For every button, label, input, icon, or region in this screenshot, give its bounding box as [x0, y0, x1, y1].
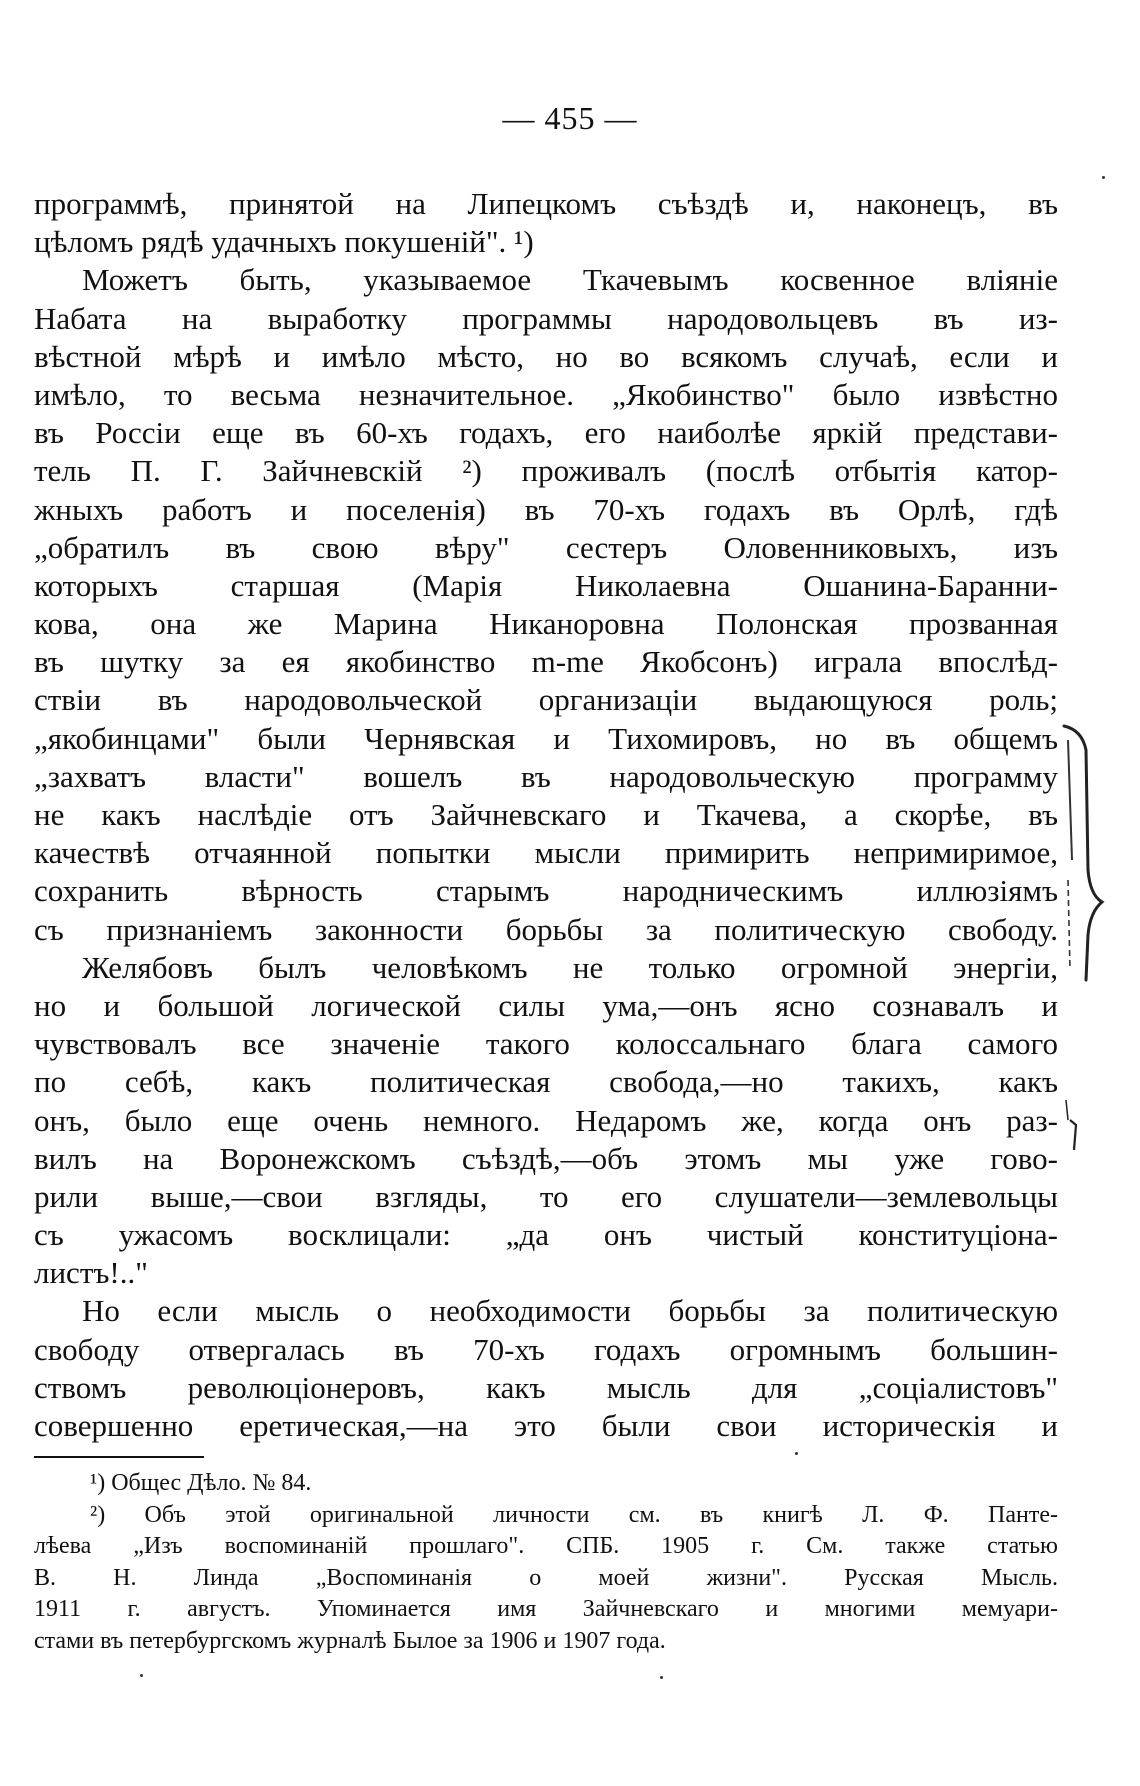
text-line: кова, она же Марина Никаноровна Полонская прозванная	[34, 606, 1058, 642]
ink-speck	[660, 1676, 663, 1679]
text-line: вилъ на Воронежскомъ съѣздѣ,—объ этомъ мы уже гово-	[34, 1140, 1058, 1176]
text-line: Желябовъ былъ человѣкомъ не только огромной энергіи,	[82, 949, 1058, 985]
text-line: Но если мысль о необходимости борьбы за политическую	[82, 1293, 1058, 1329]
text-line: тель П. Г. Зайчневскій ²) проживалъ (послѣ отбытія катор-	[34, 453, 1058, 489]
text-line: Можетъ быть, указываемое Ткачевымъ косвенное вліяніе	[82, 262, 1058, 298]
text-line: рили выше,—свои взгляды, то его слушатели—землевольцы	[34, 1178, 1058, 1214]
text-line: которыхъ старшая (Марія Николаевна Ошанина-Баранни-	[34, 567, 1058, 603]
text-line: по себѣ, какъ политическая свобода,—но такихъ, какъ	[34, 1064, 1058, 1100]
text-line: „обратилъ въ свою вѣру" сестеръ Оловенниковыхъ, изъ	[34, 529, 1058, 565]
text-line: но и большой логической силы ума,—онъ ясно сознавалъ и	[34, 987, 1058, 1023]
text-line: онъ, было еще очень немного. Недаромъ же, когда онъ раз-	[34, 1102, 1058, 1138]
ink-speck	[795, 1452, 798, 1455]
text-line: вѣстной мѣрѣ и имѣло мѣсто, но во всякомъ случаѣ, если и	[34, 338, 1058, 374]
text-line: имѣло, то весьма незначительное. „Якобинство" было извѣстно	[34, 376, 1058, 412]
text-line: съ ужасомъ восклицали: „да онъ чистый конституціона-	[34, 1217, 1058, 1253]
body-text	[34, 185, 1058, 1445]
page-number: — 455 —	[502, 100, 638, 136]
text-line: качествѣ отчаянной попытки мысли примирить непримиримое,	[34, 835, 1058, 871]
text-line: Набата на выработку программы народовольцевъ въ из-	[34, 300, 1058, 336]
text-line: чувствовалъ все значеніе такого колоссальнаго блага самого	[34, 1026, 1058, 1062]
text-line: совершенно еретическая,—на это были свои историческія и	[34, 1408, 1058, 1443]
text-line: жныхъ работъ и поселенія) въ 70-хъ годахъ въ Орлѣ, гдѣ	[34, 491, 1058, 527]
footnotes	[34, 1468, 1058, 1657]
text-line: листъ!.."	[34, 1255, 148, 1291]
text-line: съ признаніемъ законности борьбы за политическую свободу.	[34, 911, 1058, 947]
margin-bracket-drawing	[1062, 720, 1122, 1200]
text-line: „якобинцами" были Чернявская и Тихомировъ, но въ общемъ	[34, 720, 1058, 756]
footnote-line: ²) Объ этой оригинальной личности см. въ книгѣ Л. Ф. Панте-	[90, 1501, 1058, 1528]
footnote-line: 1911 г. августъ. Упоминается имя Зайчневскаго и многими мемуари-	[34, 1596, 1058, 1622]
text-line: не какъ наслѣдіе отъ Зайчневскаго и Ткачева, а скорѣе, въ	[34, 797, 1058, 832]
footnote-line: В. Н. Линда „Воспоминанія о моей жизни". Русская Мысль.	[34, 1564, 1058, 1591]
ink-speck	[1102, 176, 1105, 179]
footnote-line: лѣева „Изъ воспоминаній прошлаго". СПБ. 1905 г. См. также статью	[34, 1533, 1058, 1559]
text-line: въ шутку за ея якобинство m-me Якобсонъ) играла впослѣд-	[34, 644, 1058, 680]
text-line: ствомъ революціонеровъ, какъ мысль для „соціалистовъ"	[34, 1369, 1058, 1405]
text-line: въ Россіи еще въ 60-хъ годахъ, его наиболѣе яркій представи-	[34, 415, 1058, 451]
text-line: сохранить вѣрность старымъ народническимъ иллюзіямъ	[34, 873, 1058, 909]
text-line: программѣ, принятой на Липецкомъ съѣздѣ и, наконецъ, въ	[34, 186, 1058, 221]
footnote-line: ¹) Общес Дѣло. № 84.	[90, 1470, 312, 1496]
handwritten-margin-bracket	[1062, 720, 1122, 1200]
text-line: „захватъ власти" вошелъ въ народовольческую программу	[34, 758, 1058, 794]
text-line: свободу отвергалась въ 70-хъ годахъ огромнымъ большин-	[34, 1331, 1058, 1367]
text-line: цѣломъ рядѣ удачныхъ покушеній". ¹)	[34, 224, 534, 260]
ink-speck	[140, 1674, 143, 1677]
footnote-line: стами въ петербургскомъ журналѣ Былое за 1906 и 1907 года.	[34, 1627, 666, 1654]
text-line: ствіи въ народовольческой организаціи выдающуюся роль;	[34, 682, 1058, 718]
footnote-divider	[34, 1456, 204, 1458]
